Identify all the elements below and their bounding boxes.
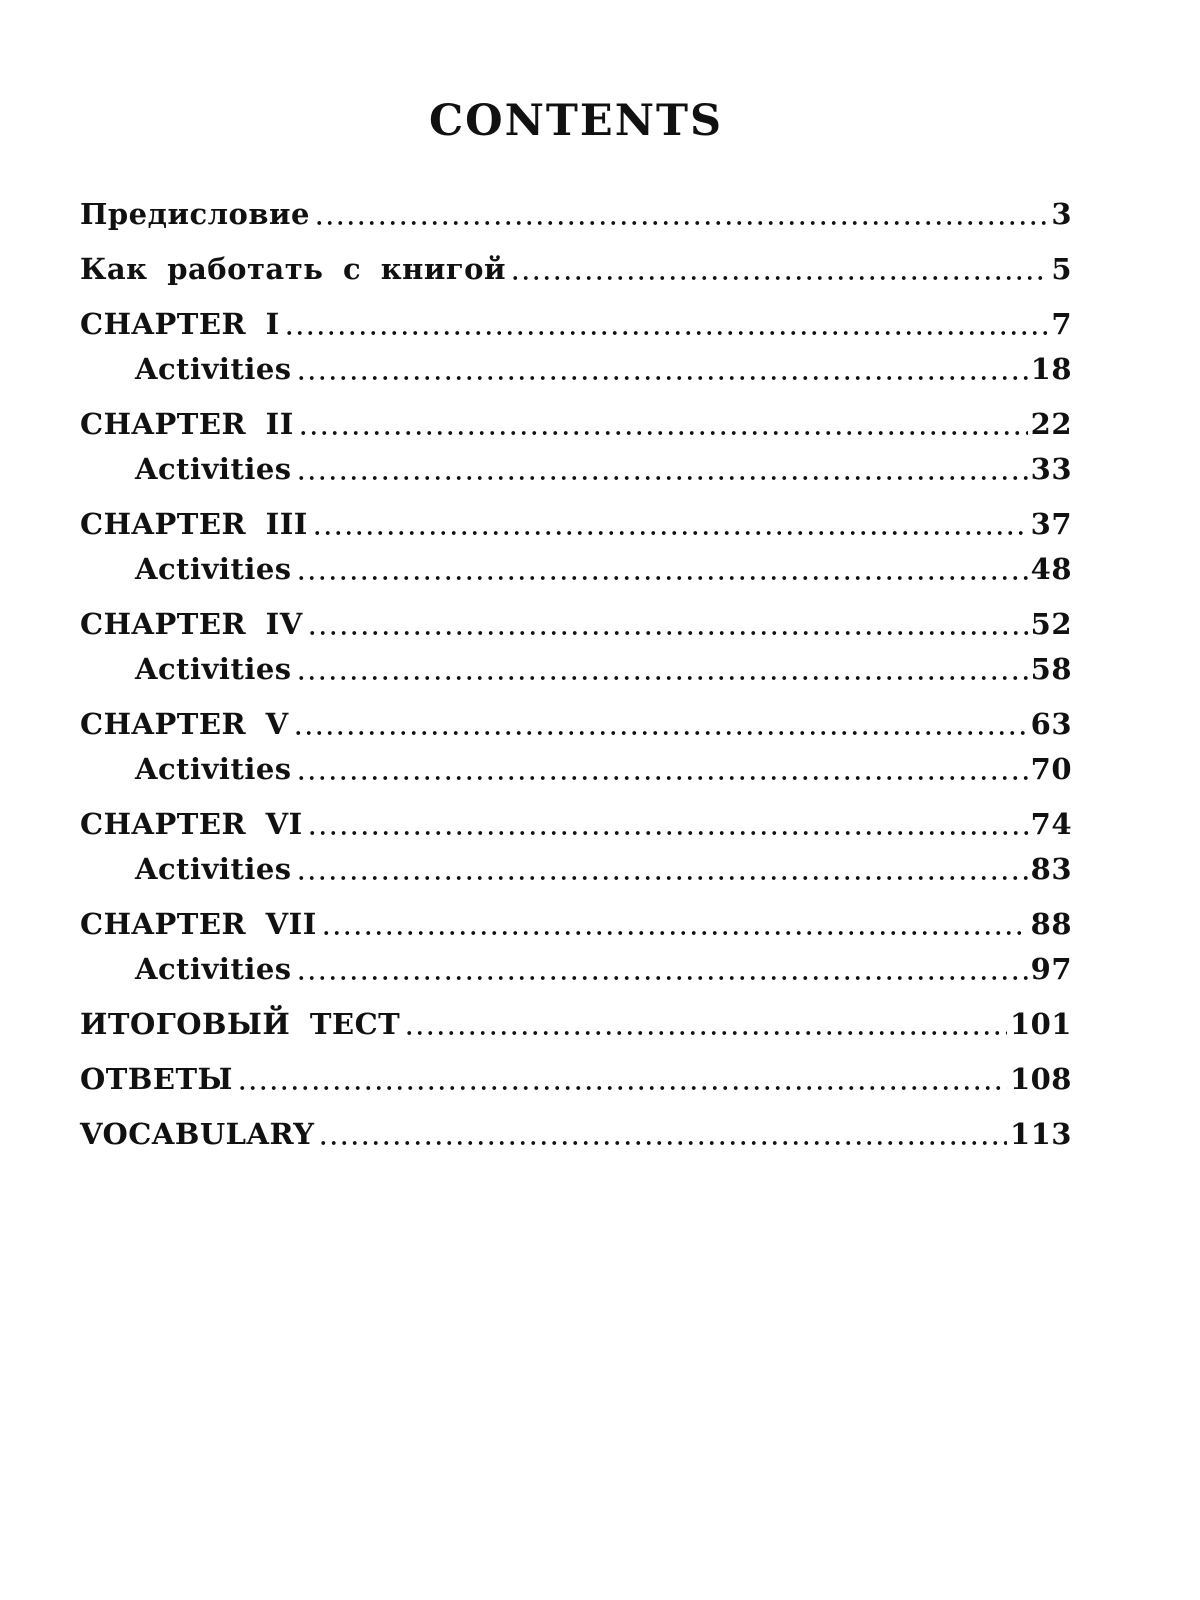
- toc-entry: [80, 307, 1072, 341]
- toc-entry: [80, 507, 1072, 541]
- dot-leader: [296, 552, 1028, 586]
- toc-entry: [80, 1007, 1072, 1041]
- dot-leader: [321, 907, 1028, 941]
- toc-entry-label: CHAPTER III: [80, 507, 308, 541]
- dot-leader: [237, 1062, 1007, 1096]
- toc-entry-label: Activities: [135, 852, 292, 886]
- toc-entry-label: Activities: [135, 652, 292, 686]
- toc-entry-page: 18: [1030, 352, 1072, 386]
- toc-entry: [80, 197, 1072, 231]
- toc-entry: [80, 1062, 1072, 1096]
- toc-entry-page: 22: [1030, 407, 1072, 441]
- toc-entry-label: ИТОГОВЫЙ ТЕСТ: [80, 1007, 401, 1041]
- toc-entry-page: 33: [1030, 452, 1072, 486]
- toc-entry: [80, 907, 1072, 941]
- dot-leader: [307, 607, 1028, 641]
- toc-entry-label: Activities: [135, 552, 292, 586]
- dot-leader: [296, 452, 1028, 486]
- toc-entry-page: 74: [1030, 807, 1072, 841]
- toc-entry-label: Activities: [135, 752, 292, 786]
- dot-leader: [404, 1007, 1007, 1041]
- toc-entry-page: 48: [1030, 552, 1072, 586]
- toc-entry: [80, 652, 1072, 686]
- dot-leader: [312, 507, 1028, 541]
- toc-entry: [80, 807, 1072, 841]
- toc-entry-label: Activities: [135, 352, 292, 386]
- toc-entry-page: 83: [1030, 852, 1072, 886]
- toc-entry-page: 108: [1009, 1062, 1072, 1096]
- dot-leader: [314, 197, 1048, 231]
- toc-entry: [80, 852, 1072, 886]
- toc-entry-page: 37: [1030, 507, 1072, 541]
- toc-entry: [80, 607, 1072, 641]
- toc-entry-label: Как работать с книгой: [80, 252, 507, 286]
- dot-leader: [296, 752, 1028, 786]
- toc-entry-page: 3: [1051, 197, 1072, 231]
- page-title: CONTENTS: [428, 96, 724, 146]
- dot-leader: [318, 1117, 1007, 1151]
- toc-entry: [80, 252, 1072, 286]
- toc-entry: [80, 1117, 1072, 1151]
- dot-leader: [293, 707, 1028, 741]
- dot-leader: [510, 252, 1048, 286]
- toc-entry-label: CHAPTER IV: [80, 607, 303, 641]
- toc-entry-label: CHAPTER VI: [80, 807, 303, 841]
- dot-leader: [296, 652, 1028, 686]
- toc-entry-page: 101: [1009, 1007, 1072, 1041]
- toc-entry-label: Activities: [135, 452, 292, 486]
- dot-leader: [296, 952, 1028, 986]
- toc-entry-page: 52: [1030, 607, 1072, 641]
- toc-entry: [80, 707, 1072, 741]
- toc-entry-page: 70: [1030, 752, 1072, 786]
- toc-entry-label: CHAPTER V: [80, 707, 289, 741]
- toc-entry-page: 97: [1030, 952, 1072, 986]
- dot-leader: [284, 307, 1049, 341]
- toc-entry-label: CHAPTER II: [80, 407, 294, 441]
- toc-entry-label: ОТВЕТЫ: [80, 1062, 233, 1096]
- toc-entry: [80, 452, 1072, 486]
- dot-leader: [307, 807, 1028, 841]
- toc-entry: [80, 952, 1072, 986]
- toc-entry: [80, 552, 1072, 586]
- toc-entry-page: 63: [1030, 707, 1072, 741]
- toc-entry-label: Activities: [135, 952, 292, 986]
- toc-entry-label: CHAPTER VII: [80, 907, 317, 941]
- dot-leader: [296, 852, 1028, 886]
- toc-entry-label: Предисловие: [80, 197, 311, 231]
- toc-entry-page: 58: [1030, 652, 1072, 686]
- toc-entry-page: 7: [1051, 307, 1072, 341]
- toc-list: [80, 197, 1072, 1151]
- toc-entry: [80, 352, 1072, 386]
- dot-leader: [296, 352, 1028, 386]
- toc-entry-page: 88: [1030, 907, 1072, 941]
- toc-entry: [80, 407, 1072, 441]
- toc-entry-label: VOCABULARY: [80, 1117, 315, 1151]
- toc-entry-page: 5: [1051, 252, 1072, 286]
- toc-entry-label: CHAPTER I: [80, 307, 280, 341]
- dot-leader: [298, 407, 1028, 441]
- toc-entry-page: 113: [1009, 1117, 1072, 1151]
- toc-entry: [80, 752, 1072, 786]
